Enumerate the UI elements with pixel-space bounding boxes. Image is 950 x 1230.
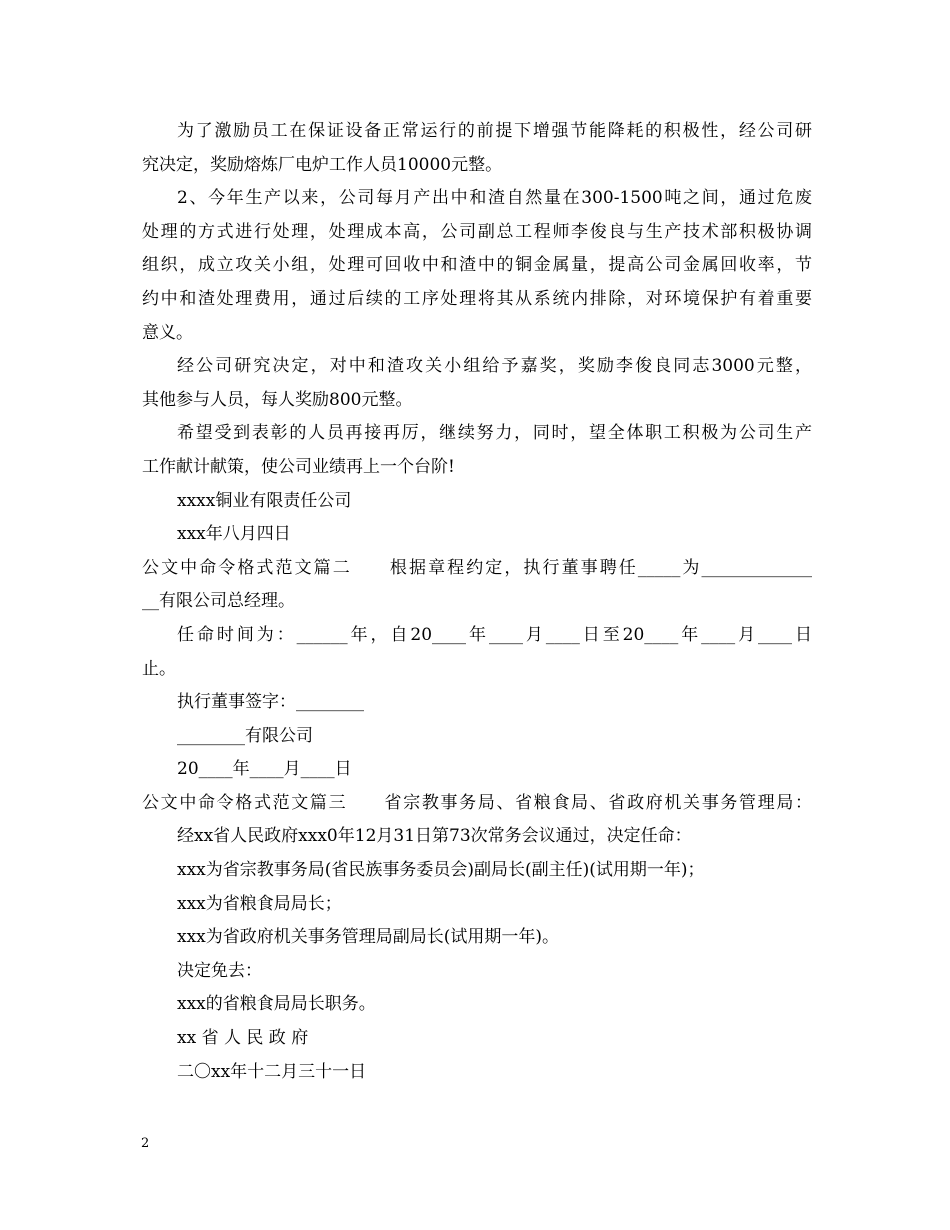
text-line: 约中和渣处理费用，通过后续的工序处理将其从系统内排除，对环境保护有着重要 (142, 288, 812, 309)
text-line: xxx为省政府机关事务管理局副局长(试用期一年)。 (177, 927, 560, 948)
text-line: 经公司研究决定，对中和渣攻关小组给予嘉奖，奖励李俊良同志3000元整， (177, 356, 812, 377)
text-line: 执行董事签字：________ (177, 692, 364, 713)
text-line: 公文中命令格式范文篇三 省宗教事务局、省粮食局、省政府机关事务管理局： (142, 792, 812, 813)
text-line: 意义。 (142, 322, 193, 343)
text-line: 究决定，奖励熔炼厂电炉工作人员10000元整。 (142, 154, 503, 175)
text-line: 组织，成立攻关小组，处理可回收中和渣中的铜金属量，提高公司金属回收率，节 (142, 255, 812, 276)
text-line: 为了激励员工在保证设备正常运行的前提下增强节能降耗的积极性，经公司研 (177, 121, 812, 141)
text-line: 希望受到表彰的人员再接再厉，继续努力，同时，望全体职工积极为公司生产 (177, 423, 812, 444)
text-line: 二〇xx年十二月三十一日 (177, 1061, 367, 1082)
text-line: xxx为省宗教事务局(省民族事务委员会)副局长(副主任)(试用期一年)； (177, 860, 705, 881)
text-line: 20____年____月____日 (177, 759, 352, 780)
text-line: 任命时间为：______年，自20____年____月____日至20____年____月____日 (177, 624, 812, 645)
text-line: 工作献计献策，使公司业绩再上一个台阶! (142, 456, 455, 477)
text-line: ________有限公司 (177, 725, 313, 746)
text-line: __有限公司总经理。 (142, 591, 295, 612)
text-line: 其他参与人员，每人奖励800元整。 (142, 389, 413, 410)
page-number: 2 (141, 1136, 150, 1151)
text-line: xxx年八月四日 (177, 524, 291, 545)
document-body (142, 115, 812, 1089)
text-line: 处理的方式进行处理，处理成本高，公司副总工程师李俊良与生产技术部积极协调 (142, 221, 812, 242)
text-line: xxx的省粮食局局长职务。 (177, 994, 376, 1015)
text-line: 经xx省人民政府xxx0年12月31日第73次常务会议通过，决定任命： (177, 826, 692, 847)
text-line: xxxx铜业有限责任公司 (177, 490, 352, 511)
text-line: xxx为省粮食局局长； (177, 893, 342, 914)
text-line: 止。 (142, 658, 176, 679)
text-line: 决定免去： (177, 960, 262, 981)
text-line: 公文中命令格式范文篇二 根据章程约定，执行董事聘任_____为_____________ (142, 557, 812, 578)
text-line: xx 省 人 民 政 府 (177, 1028, 309, 1049)
text-line: 2、今年生产以来，公司每月产出中和渣自然量在300-1500吨之间，通过危废 (177, 188, 812, 209)
